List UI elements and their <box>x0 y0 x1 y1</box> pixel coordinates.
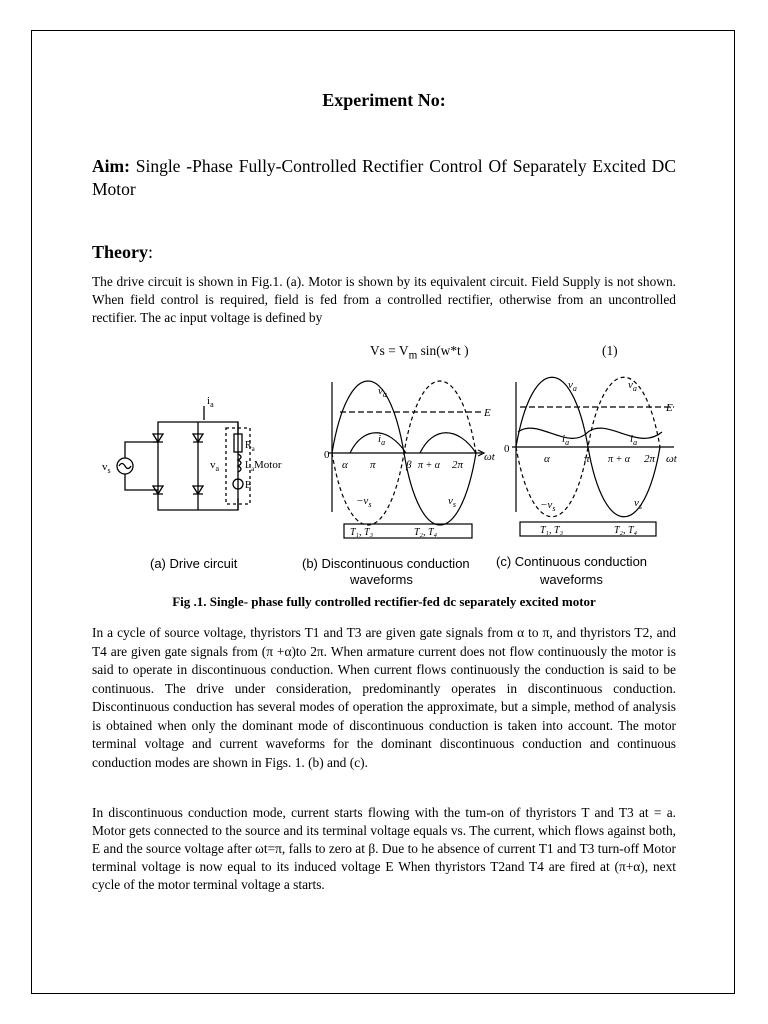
e-label-c: E <box>666 402 673 414</box>
t24-label-b: T₂, T₄ <box>414 527 438 538</box>
theory-label: Theory <box>92 242 148 262</box>
vs-label-c: $v_s$ <box>634 497 643 511</box>
equation-rhs: sin(w*t ) <box>417 343 469 358</box>
theory-colon: : <box>148 242 154 262</box>
vs-label-b: $v_s$ <box>448 495 457 509</box>
neg-vs-label-b: $-v_s$ <box>356 495 372 509</box>
ia-label-a: $i_a$ <box>207 395 214 409</box>
zero-label-b: 0 <box>324 449 330 461</box>
figure-1 <box>88 362 684 590</box>
t13-label-b: T₁, T₃ <box>350 527 374 538</box>
alpha-label-c: α <box>544 453 550 465</box>
pi-label-b: π <box>370 459 376 471</box>
ia-label-c: $i_a$ <box>562 433 570 447</box>
ra-label: $R_a$ <box>245 440 255 453</box>
motor-label: Motor <box>254 459 282 471</box>
theory-heading <box>92 242 153 263</box>
neg-vs-label-c: $-v_s$ <box>540 499 556 513</box>
equation-sub: m <box>408 349 418 362</box>
paragraph-intro: The drive circuit is shown in Fig.1. (a). Motor is shown by its equivalent circuit. Field Supply is not shown. When field control is required, field is fed from a controlled rectifier, otherwise from an uncontrolled rectifier. The ac input voltage is defined by <box>92 274 676 325</box>
e-label-a: E <box>245 480 252 491</box>
omega-t-label-c: ωt <box>666 453 677 465</box>
panel-b-caption-line2: waveforms <box>350 572 413 587</box>
pi-label-c: π <box>584 453 590 465</box>
e-label-b: E <box>484 407 491 419</box>
aim-text: Single -Phase Fully-Controlled Rectifier Control Of Separately Excited DC Motor <box>92 156 676 199</box>
panel-c-caption-line2: waveforms <box>540 572 603 587</box>
va-label-a: $v_a$ <box>210 459 220 473</box>
beta-label-b: β <box>406 459 412 471</box>
la-label: $L_a$ <box>245 460 255 473</box>
equation-number: (1) <box>602 343 618 358</box>
two-pi-label-b: 2π <box>452 459 464 471</box>
vs-label-a: $v_s$ <box>102 461 111 475</box>
panel-a-caption: (a) Drive circuit <box>150 556 238 571</box>
pi-alpha-label-c: π + α <box>608 454 631 465</box>
ia-label-b: $i_a$ <box>378 433 386 447</box>
page-title: Experiment No: <box>322 90 446 110</box>
zero-label-c: 0 <box>504 443 510 455</box>
paragraph-discontinuous: In discontinuous conduction mode, current starts flowing with the tum-on of thyristors T and T3 at = a. Motor gets connected to the source and its terminal voltage equals vs. The current, which flows against both, E and the source voltage after ωt=π, falls to zero at β. Due to he absence of current T1 and T3 turn-off Motor terminal voltage is now equal to its induced voltage E When thyristors T2and T4 are fired at (π+α), next cycle of the motor terminal voltage a starts. <box>92 805 676 892</box>
t13-label-c: T₁, T₃ <box>540 525 564 536</box>
va-label-b: $v_a$ <box>378 385 387 399</box>
ia-label-c2: $i_a$ <box>630 433 638 447</box>
alpha-label-b: α <box>342 459 348 471</box>
va-label-c2: $v_a$ <box>628 379 637 393</box>
equation <box>370 343 469 362</box>
t24-label-c: T₂, T₄ <box>614 525 638 536</box>
aim-section <box>92 155 676 201</box>
equation-lhs: Vs = V <box>370 343 409 358</box>
pi-alpha-label-b: π + α <box>418 460 441 471</box>
panel-c-caption-line1: (c) Continuous conduction <box>496 554 648 569</box>
two-pi-label-c: 2π <box>644 453 656 465</box>
va-label-c: $v_a$ <box>568 379 577 393</box>
panel-b-caption-line1: (b) Discontinuous conduction <box>302 556 470 571</box>
paragraph-conduction: In a cycle of source voltage, thyristors T1 and T3 are given gate signals from α to π, and thyristors T2, and T4 are given gate signals from (π +α)to 2π. When armature current does not flow continuously the motor is said to operate in discontinuous conduction. When current flows continuously the conduction is said to be continuous. The drive under consideration, predominantly operates in discontinuous conduction. Discontinuous conduction has several modes of operation the approximate, but a simple, method of analysis is obtained when only the dominant mode of discontinuous conduction is taken into account. The motor terminal voltage and current waveforms for the dominant discontinuous conduction and continuous conduction modes are shown in Figs. 1. (b) and (c). <box>92 625 676 770</box>
aim-label: Aim: <box>92 156 130 176</box>
omega-t-label-b: ωt <box>484 451 495 463</box>
figure-caption: Fig .1. Single- phase fully controlled rectifier-fed dc separately excited motor <box>172 594 596 609</box>
